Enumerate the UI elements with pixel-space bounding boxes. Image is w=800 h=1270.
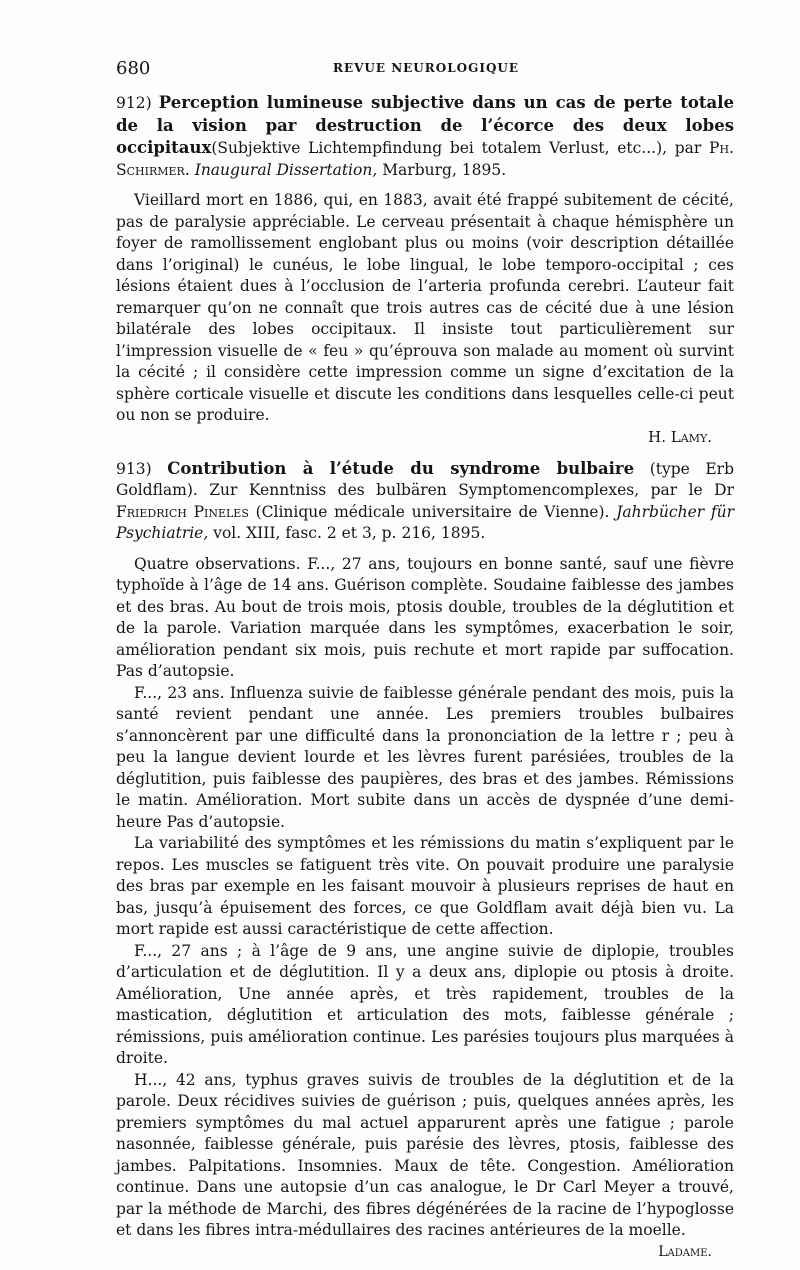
entry-912-heading: Perception lumineuse subjective dans un cas de perte totale de la vision par destruction de l’écorce des deux lobes occipitaux <box>116 93 734 157</box>
entry-913-heading: Contribution à l’étude du syndrome bulbaire <box>167 458 635 478</box>
entry-913-title <box>116 458 734 545</box>
entry-912-place: Marburg, 1895. <box>382 160 507 179</box>
entry-913-reference: vol. XIII, fasc. 2 et 3, p. 216, 1895. <box>213 524 486 542</box>
page-number: 680 <box>116 58 151 79</box>
entry-912-paragraph: Vieillard mort en 1886, qui, en 1883, avait été frappé subitement de cécité, pas de paralysie appréciable. Le cerveau présentait à chaque hémisphère un foyer de ramollissement englobant plus ou moins (voir description détaillée dans l’original) le cunéus, le lobe lingual, le lobe temporo-occipital ; ces lésions étaient dues à l’occlusion de l’arteria profunda cerebri. L’auteur fait remarquer qu’on ne connaît que trois autres cas de cécité due à une lésion bilatérale des lobes occipitaux. Il insiste tout particulièrement sur l’impression visuelle de « feu » qu’éprouva son malade au moment où survint la cécité ; il considère cette impression comme un signe d’excitation de la sphère corticale visuelle et discute les conditions dans lesquelles celle-ci peut ou non se produire. <box>116 191 734 424</box>
page-body <box>116 92 734 1263</box>
entry-913-affiliation: (Clinique médicale universitaire de Vienne). <box>255 502 610 521</box>
entry-913-paragraph-1: Quatre observations. F..., 27 ans, toujours en bonne santé, sauf une fièvre typhoïde à l’âge de 14 ans. Guérison complète. Soudaine faiblesse des jambes et des bras. Au bout de trois mois, ptosis double, troubles de la déglutition et de la parole. Variation marquée dans les symptômes, exacerbation le soir, amélioration pendant six mois, puis rechute et mort rapide par suffocation. Pas d’autopsie. <box>116 554 734 680</box>
entry-912-signature: H. Lamy. <box>648 427 712 446</box>
running-title: REVUE NEUROLOGIQUE <box>332 61 520 75</box>
entry-913-paragraph-3: La variabilité des symptômes et les rémissions du matin s’expliquent par le repos. Les muscles se fatiguent très vite. On pouvait produire une paralysie des bras par exemple en les faisant mouvoir à plusieurs reprises de haut en bas, jusqu’à épuisement des forces, ce que Goldflam avait déjà bien vu. La mort rapide est aussi caractéristique de cette affection. <box>116 834 734 938</box>
entry-913-author: Friedrich Pineles <box>116 502 249 521</box>
entry-913-paragraph-5-text: H..., 42 ans, typhus graves suivis de troubles de la déglutition et de la parole. Deux récidives suivies de guérison ; puis, quelques années après, les premiers symptômes du mal actuel apparurent après une fatigue ; parole nasonnée, faiblesse générale, puis parésie des lèvres, ptosis, faiblesse des jambes. Palpitations. Insomnies. Maux de tête. Congestion. Amélioration continue. Dans une autopsie d’un cas analogue, le Dr Carl Meyer a trouvé, par la méthode de Marchi, des fibres dégénérées de la racine de l’hypoglosse et dans les fibres intra-médullaires des racines antérieures de la moelle. <box>116 1070 734 1239</box>
entry-912-author: Ph. Schirmer. <box>116 139 734 179</box>
entry-913-paragraph-5 <box>116 1070 734 1260</box>
entry-913-number: 913) <box>116 459 152 478</box>
entry-912-number: 912) <box>116 94 152 112</box>
entry-913-subtitle: (type Erb Goldflam). Zur Kenntniss des bulbären Symptomencomplexes, par le Dr <box>116 459 735 499</box>
entry-913-signature: Ladame. <box>658 1243 712 1260</box>
entry-913 <box>116 458 735 1260</box>
entry-913-journal: Jahrbücher für Psychiatrie, <box>116 502 734 542</box>
entry-912 <box>116 92 734 448</box>
entry-912-publication: Inaugural Dissertation, <box>194 160 378 179</box>
entry-912-title <box>116 92 734 181</box>
entry-913-paragraph-2: F..., 23 ans. Influenza suivie de faiblesse générale pendant des mois, puis la santé revient pendant une année. Les premiers troubles bulbaires s’annoncèrent par une difficulté dans la prononciation de la lettre r ; peu à peu la langue devient lourde et les lèvres furent parésiées, troubles de la déglutition, puis faiblesse des paupières, des bras et des jambes. Rémissions le matin. Amélioration. Mort subite dans un accès de dyspnée d’une demi-heure Pas d’autopsie. <box>116 683 734 831</box>
entry-913-paragraph-4: F..., 27 ans ; à l’âge de 9 ans, une angine suivie de diplopie, troubles d’articulation et de déglutition. Il y a deux ans, diplopie ou ptosis à droite. Amélioration, Une année après, et très rapidement, troubles de la mastication, déglutition et articulation des mots, faiblesse générale ; rémissions, puis amélioration continue. Les parésies toujours plus marquées à droite. <box>116 941 734 1067</box>
entry-912-subtitle: (Subjektive Lichtempfindung bei totalem Verlust, etc...), par <box>211 139 702 157</box>
page-header <box>116 58 736 84</box>
